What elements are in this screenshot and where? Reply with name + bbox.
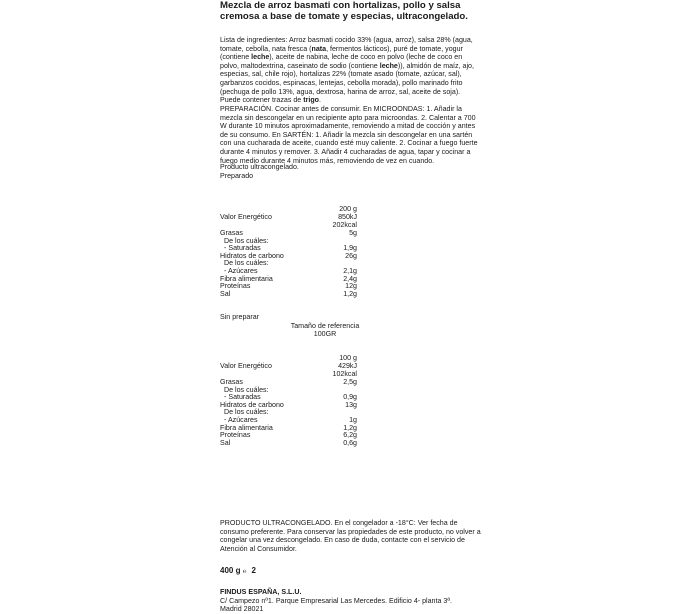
ingredients-mid2: ), aceite de nabina, leche de coco en polvo (leche de coco en polvo, maltodextrina, caseinato de sodio (contiene: [220, 53, 463, 70]
unprepared-nutrient-value: 6,2g: [343, 431, 357, 440]
prepared-nutrient-label: Fibra alimentaria: [220, 274, 273, 283]
prepared-nutrient-label: De los cuáles:: [224, 236, 269, 245]
prepared-nutrient-value: 2,4g: [343, 274, 357, 283]
e-mark: ℮: [242, 569, 247, 575]
ingredients-tail: .: [318, 96, 321, 105]
unprepared-energy-kcal: 102kcal: [332, 370, 357, 378]
prepared-nutrient-label: Proteínas: [220, 282, 251, 291]
company-name: FINDUS ESPAÑA, S.L.U.: [220, 588, 302, 596]
ingredients-mid1: , fermentos lácticos), puré de tomate, yogur (contiene: [220, 44, 463, 62]
allergen-nata: nata: [311, 44, 327, 53]
unit-count: 2: [251, 566, 256, 575]
prepared-energy-row: [220, 213, 482, 221]
prepared-nutrient-label: - Saturadas: [224, 244, 261, 253]
product-title: Mezcla de arroz basmati con hortalizas, pollo y salsa cremosa a base de tomate y especias, ultracongelado.: [220, 0, 468, 22]
unprepared-energy-kj: 429kJ: [338, 362, 357, 370]
prepared-nutrient-value: 2,1g: [343, 267, 357, 275]
allergen-trigo: trigo: [303, 96, 319, 105]
company-address-2: Madrid 28021: [220, 605, 264, 614]
prepared-nutrient-value: 12g: [345, 282, 357, 291]
unprepared-nutrient-value: 1g: [349, 416, 357, 424]
unprepared-nutrient-label: Sal: [220, 438, 231, 447]
prepared-portion: 200 g: [339, 205, 357, 213]
prepared-energy-kcal: 202kcal: [332, 221, 357, 229]
storage-text: PRODUCTO ULTRACONGELADO. En el congelador a -18°C: Ver fecha de consumo preferente. Para conservar las propiedades de este producto, no volver a congelar una vez descongelado. En caso de duda, contacte con el servicio de Atención al Consumidor.: [220, 519, 481, 553]
reference-size-label: Tamaño de referencia: [290, 322, 360, 330]
unprepared-energy-row: [220, 362, 482, 370]
unprepared-energy-kcal-row: [220, 370, 482, 378]
prepared-nutrient-label: - Azúcares: [224, 267, 258, 275]
preparation-text: PREPARACIÓN. Cocinar antes de consumir. En MICROONDAS: 1. Añadir la mezcla sin descongelar en un recipiente apto para microondas. 2. Calentar a 700 W durante 10 minutos aproximadamente, removiendo a mitad de cocción y antes de su consumo. En SARTÉN: 1. Añadir la mezcla sin descongelar en una sartén con una cucharada de aceite, cuando esté muy caliente. 2. Cocinar a fuego fuerte durante 4 minutos y remover. 3. Añadir 4 cucharadas de agua, tapar y cocinar a fuego medio durante 4 minutos más, removiendo de vez en cuando.: [220, 105, 478, 165]
unprepared-nutrient-label: - Saturadas: [224, 393, 261, 402]
unprepared-portion: 100 g: [339, 354, 357, 362]
net-weight: [220, 566, 256, 575]
company-info: [220, 588, 482, 614]
unprepared-heading: Sin preparar: [220, 313, 260, 321]
prepared-nutrient-value: 1,9g: [343, 244, 357, 253]
unprepared-nutrient-value: 0,9g: [343, 393, 357, 402]
unprepared-nutrient-row: [220, 439, 482, 447]
product-state-line1: Producto ultracongelado.: [220, 163, 299, 171]
unprepared-nutrient-label: Proteínas: [220, 431, 251, 440]
prepared-nutrient-label: Hidratos de carbono: [220, 251, 284, 260]
company-address-1: C/ Campezo nº1. Parque Empresarial Las Mercedes. Edificio 4- planta 3ª.: [220, 596, 452, 605]
unprepared-nutrient-value: 13g: [345, 400, 357, 409]
ingredients-mid3: )), almidón de maíz, ajo, especias, sal, chile rojo), hortalizas 22% (tomate asado (tomate, azúcar, sal), garbanzos cocidos, espinacas, lentejas, cebolla morada), pollo marinado frito (pechuga de pollo 13%, agua, dextrosa, harina de arroz, sal, aceite de soja). Puede contener trazas de: [220, 61, 474, 105]
prepared-nutrient-row: [220, 290, 482, 298]
prepared-energy-kcal-row: [220, 221, 482, 229]
allergen-leche-2: leche: [379, 61, 398, 70]
prepared-nutrient-label: Grasas: [220, 229, 243, 237]
unprepared-portion-row: [220, 354, 482, 362]
unprepared-nutrient-value: 1,2g: [343, 423, 357, 432]
prepared-energy-label: Valor Energético: [220, 213, 272, 221]
net-weight-value: 400 g: [220, 566, 241, 575]
reference-size-value: 100GR: [313, 330, 337, 338]
unprepared-nutrient-label: De los cuáles:: [224, 385, 269, 394]
prepared-energy-kj: 850kJ: [338, 213, 357, 221]
unprepared-energy-label: Valor Energético: [220, 362, 272, 370]
prepared-nutrient-value: 5g: [349, 229, 357, 237]
product-state-line2: Preparado: [220, 171, 254, 180]
ingredients-lead: Lista de ingredientes: Arroz basmati cocido 33% (agua, arroz), salsa 28% (agua, tomate, cebolla, nata fresca (: [220, 36, 473, 53]
unprepared-nutrient-label: Fibra alimentaria: [220, 423, 273, 432]
product-state: [220, 163, 482, 180]
unprepared-heading-row: [220, 313, 482, 321]
unprepared-nutrient-label: Hidratos de carbono: [220, 400, 284, 409]
unprepared-nutrient-label: Grasas: [220, 378, 243, 386]
prepared-nutrient-label: De los cuáles:: [224, 259, 269, 268]
unprepared-nutrient-value: 2,5g: [343, 378, 357, 386]
unprepared-nutrient-value: 0,6g: [343, 438, 357, 447]
prepared-nutrient-value: 26g: [345, 251, 357, 260]
allergen-leche-1: leche: [251, 53, 270, 62]
ingredients-list: [220, 36, 482, 105]
prepared-nutrient-value: 1,2g: [343, 289, 357, 298]
unprepared-nutrient-label: De los cuáles:: [224, 408, 269, 417]
prepared-portion-row: [220, 205, 482, 213]
unprepared-nutrient-label: - Azúcares: [224, 416, 258, 424]
prepared-nutrient-label: Sal: [220, 289, 231, 298]
